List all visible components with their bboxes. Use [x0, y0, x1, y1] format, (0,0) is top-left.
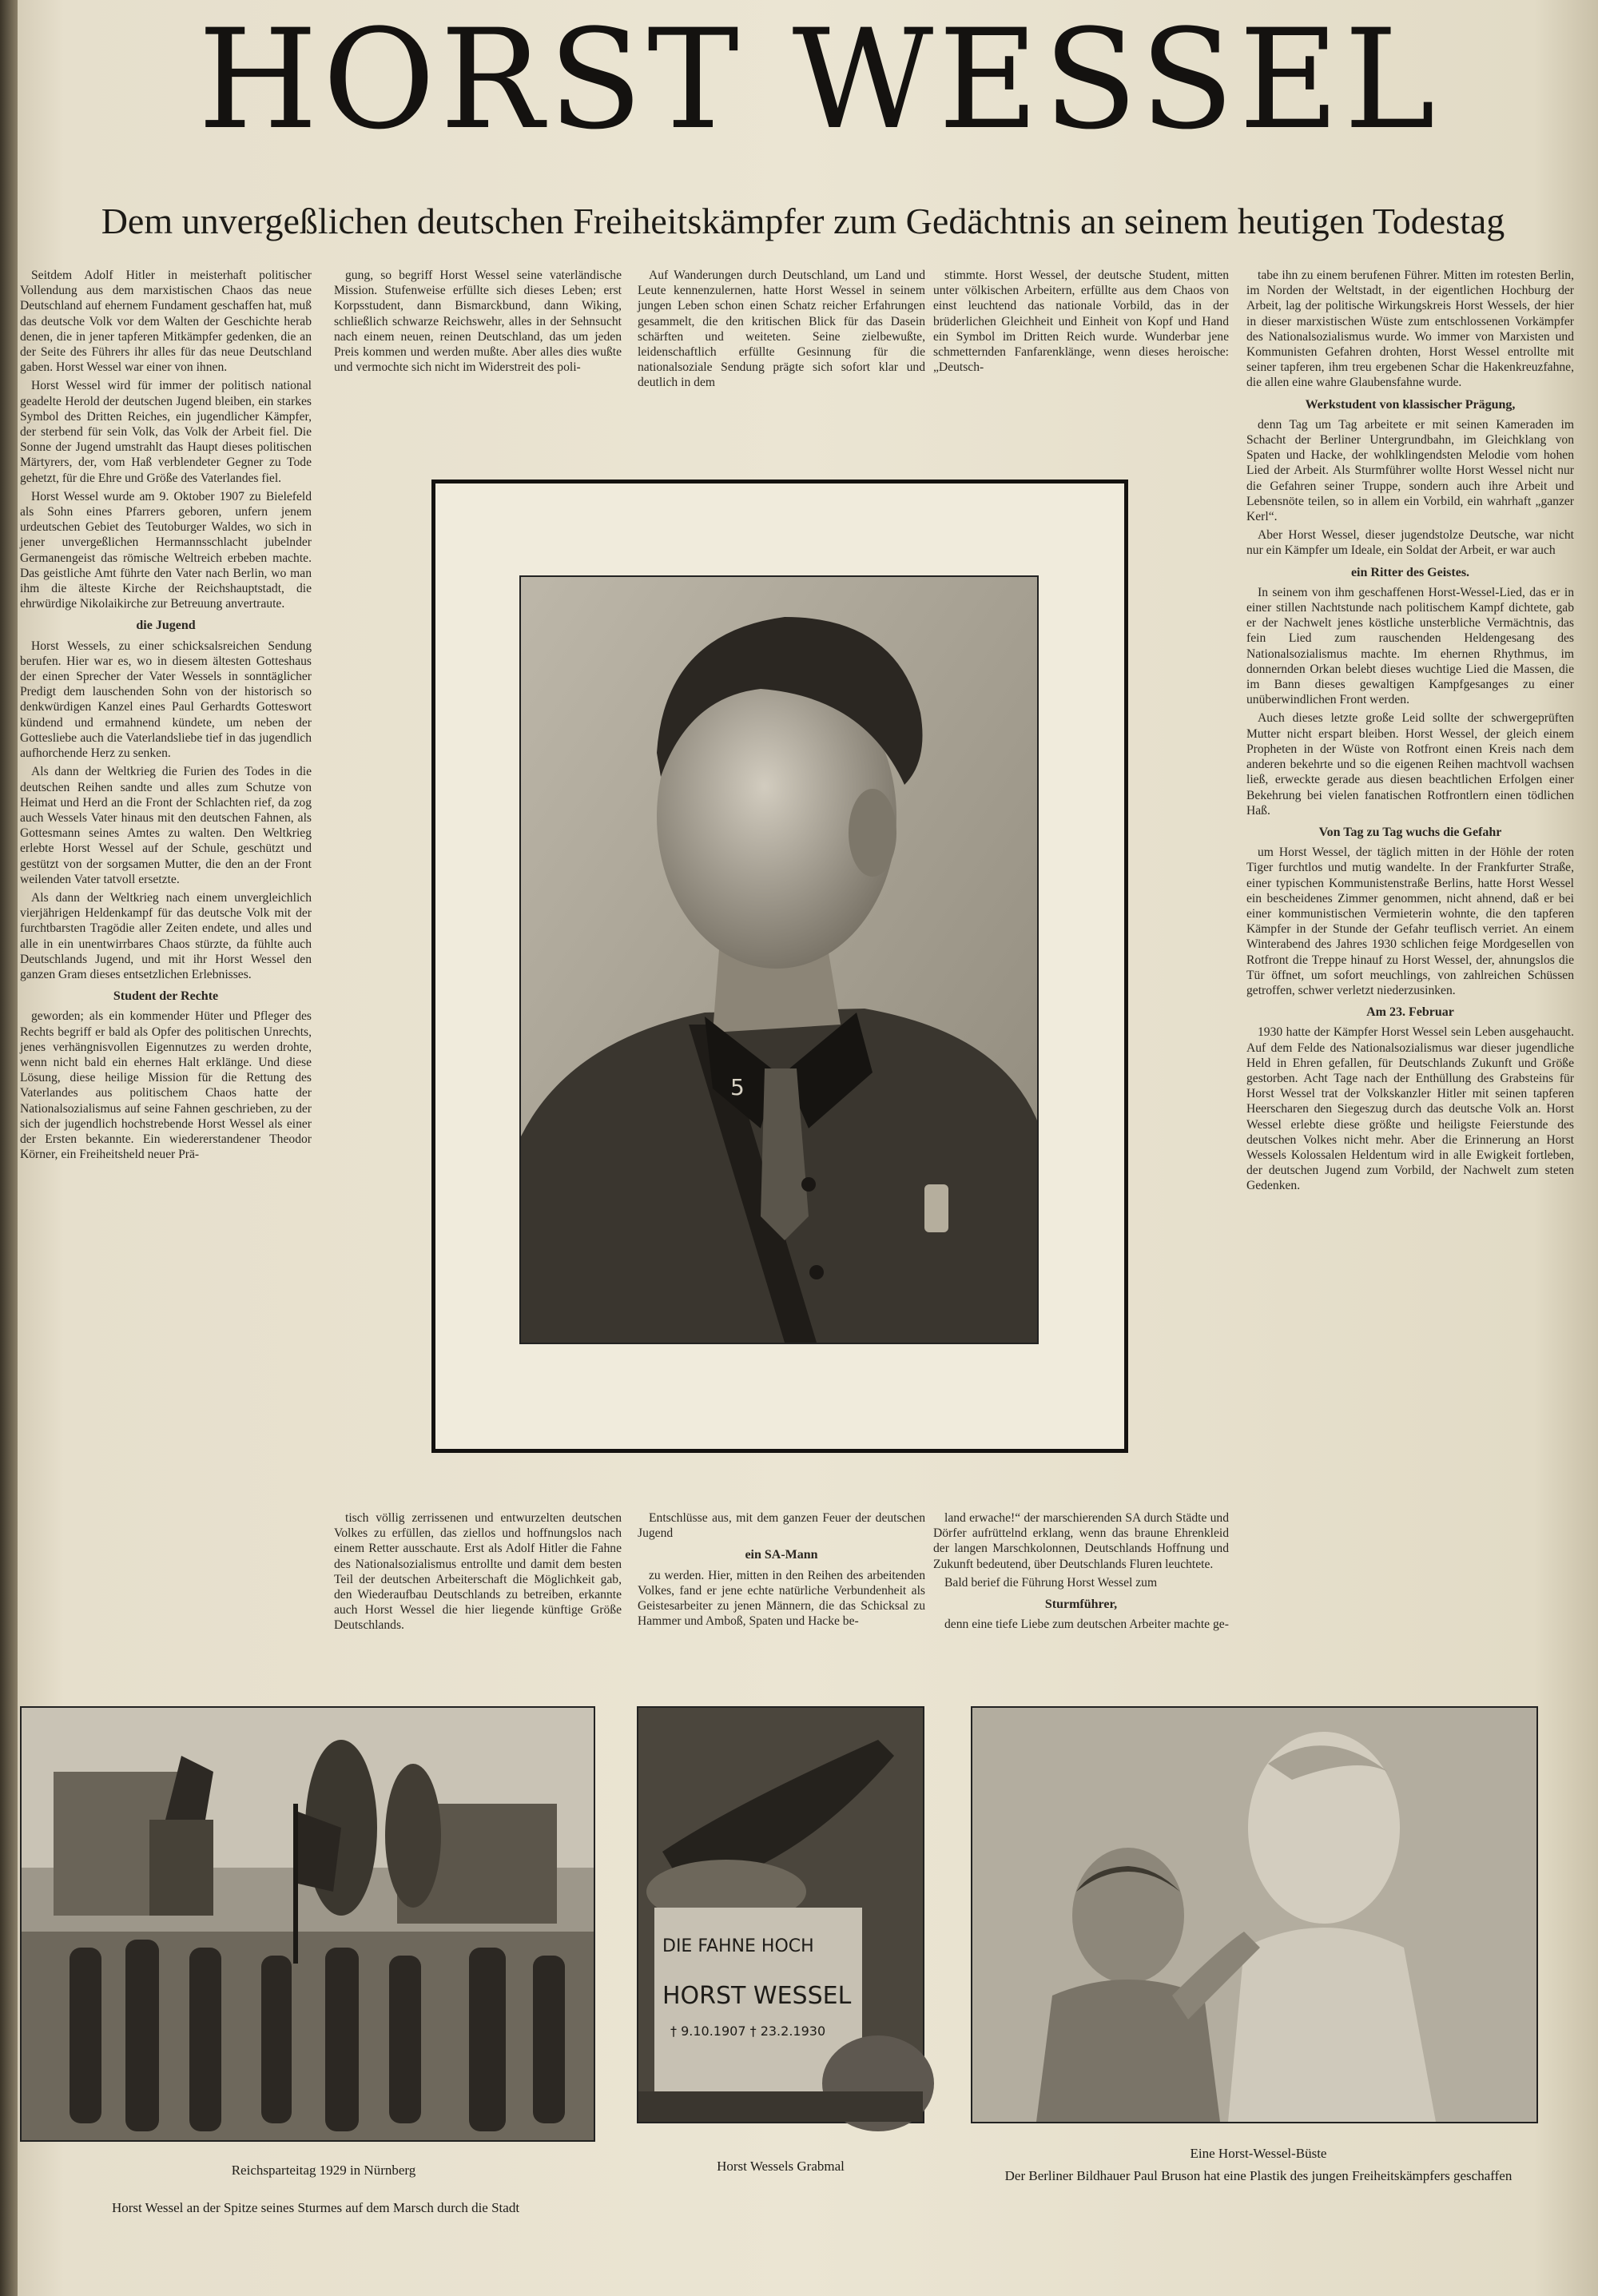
- caption-march-line-1: Reichsparteitag 1929 in Nürnberg: [231, 2163, 416, 2178]
- bust-image: [972, 1708, 1536, 2122]
- masthead-title: HORST WESSEL: [197, 0, 1441, 160]
- paragraph: gung, so begriff Horst Wessel seine vaterländische Mission. Stufenweise erfüllte sich dieses Leben; erst Korpsstudent, dann Bismarckbund, dann Wiking, schließlich schwarze Reichswehr, alles in der Sehnsucht nach einem neuen, reinen Deutschland, das um jeden Preis kommen und werden mußte. Aber alles dies wußte und vermochte sich nicht im Widerstreit des poli-: [334, 269, 622, 375]
- section-heading: Student der Rechte: [113, 989, 219, 1004]
- section-heading: Am 23. Februar: [1366, 1005, 1454, 1020]
- paragraph: Bald berief die Führung Horst Wessel zum: [944, 1575, 1158, 1590]
- section-heading: ein Ritter des Geistes.: [1350, 565, 1470, 579]
- portrait-photo: [519, 575, 1039, 1344]
- paragraph: Horst Wessels, zu einer schicksalsreichen Sendung berufen. Hier war es, wo in diesem ältesten Gotteshaus der einen Sprecher der Vater Wessels in sonntäglicher Predigt dem lauschenden Sohn von der historisch so denkwürdigen Kanzel eines Paul Gerhardts Gotteswort kündend und ermahnend kündete, um neben der Gottesliebe auch die Vaterlandsliebe tief in das jugendlich aufhorchende Herz zu senken.: [20, 639, 312, 761]
- grave-image: [638, 1708, 923, 2122]
- paragraph: geworden; als ein kommender Hüter und Pfleger des Rechts begriff er bald als Opfer des politischen Unrechts, jenes verhängnisvollen Eigennutzes zu werden drohte, wenn nicht bald ein ehernes Halt erklänge. Und diese Lösung, diese heilige Mission für die Rettung des Vaterlandes aus politischem Chaos hatte der Nationalsozialismus auf seine Fahnen geschrieben, zu der sich der jugendlich hochstrebende Horst Wessel als einer der Ersten bekannte. Ein wiedererstandener Theodor Körner, ein Freiheitsheld neuer Prä-: [20, 1009, 312, 1162]
- plaque-line-2: HORST WESSEL: [662, 1982, 852, 2010]
- paragraph: denn eine tiefe Liebe zum deutschen Arbeiter machte ge-: [944, 1618, 1229, 1632]
- paragraph: Horst Wessel wird für immer der politisch national geadelte Herold der deutschen Jugend bleiben, ein starkes Symbol des Dritten Reiches, ein jugendlicher Kämpfer, der sterbend für sein Volk, das Volk der Arbeit fiel. Die Sonne der Jugend umstrahlt das Haupt dieses politischen Märtyrers, der, vom Haß verblendeter Gegner zu Tode gehetzt, für die Ehre und Größe des Vaterlandes fiel.: [20, 379, 312, 485]
- caption-bust-line-1: Eine Horst-Wessel-Büste: [1190, 2146, 1327, 2161]
- paragraph: 1930 hatte der Kämpfer Horst Wessel sein Leben ausgehaucht. Auf dem Felde des Nationalsozialismus war dieser jugendliche Held in Ehren gefallen, für Deutschlands Zukunft und Größe gestorben. Acht Tage nach der Enthüllung des Grabsteins für Horst Wessel trat der Volkskanzler Hitler mit seinen tapferen Heerscharen den Siegeszug durch das deutsche Volk an. Horst Wessel erlebte diese größte und heiligste Feierstunde des deutschen Volkes nicht mehr. Aber die Erinnerung an Horst Wessels Kolossalen Heldentum wird in alle Ewigkeit fortleben, der deutschen Jugend zum Vorbild, der Nachwelt zum steten Gedenken.: [1246, 1025, 1574, 1193]
- caption-march-line-2: Horst Wessel an der Spitze seines Sturmes auf dem Marsch durch die Stadt: [111, 2200, 520, 2215]
- caption-bust-line-2: Der Berliner Bildhauer Paul Bruson hat eine Plastik des jungen Freiheitskämpfers geschaffen: [1004, 2168, 1513, 2183]
- article-column-4-bottom: [933, 1510, 1229, 1678]
- paragraph: Als dann der Weltkrieg die Furien des Todes in die deutschen Reihen sandte und alles zum Schutze von Heimat und Herd an die Front der Schlachten rief, da zog auch Wessels Vater hinaus mit den deutschen Fahnen, als Gottesmann seines Amtes zu walten. Den Weltkrieg erlebte Horst Wessel auf der Schule, geschützt und gestützt von der sorgsamen Mutter, die den an der Front weilenden Vater tatvoll ersetzte.: [20, 765, 312, 886]
- article-column-3: [638, 268, 925, 390]
- plaque-line-1: DIE FAHNE HOCH: [662, 1936, 814, 1956]
- article-column-5: [1246, 268, 1574, 1682]
- paragraph: Horst Wessel wurde am 9. Oktober 1907 zu Bielefeld als Sohn eines Pfarrers geboren, unfern jenem urdeutschen Gebiet des Teutoburger Waldes, wo sich in jener unvergeßlichen Hermannsschlacht jubelnder Germanengeist das römische Weltreich erbeben machte. Das geistliche Amt führte den Vater nach Berlin, wo man ihm die älteste Kirche der Reichshauptstadt, die ehrwürdige Nikolaikirche zur Betreuung anvertraute.: [20, 489, 312, 611]
- paragraph: Auf Wanderungen durch Deutschland, um Land und Leute kennenzulernen, hatte Horst Wessel in seinem jungen Leben schon einen Schatz reicher Erfahrungen gesammelt, die den kritischen Blick für das Dasein schärften und weiteten. Seine zielbewußte, leidenschaftlich erfüllte Gesinnung für die nationalsoziale Sendung prägte sich sofort klar und deutlich in dem: [638, 269, 925, 390]
- article-column-4: [933, 268, 1229, 375]
- paragraph: tabe ihn zu einem berufenen Führer. Mitten im rotesten Berlin, im Norden der Weltstadt, in der eigentlichen Hochburg der Arbeit, lag der politische Wirkungskreis Horst Wessels, der hier in dieser marxistischen Wüste zum entschlossenen Vorkämpfer des Nationalsozialismus wurde. Wo immer von Marxisten und Kommunisten Gefahren drohten, Horst Wessel entrollte mit seiner tapferen, ihm treu ergebenen Schar die Hakenkreuzfahne, die allen eine wahre Glaubensfahne wurde.: [1246, 269, 1574, 390]
- portrait-image: [521, 577, 1037, 1343]
- paragraph: Entschlüsse aus, mit dem ganzen Feuer der deutschen Jugend: [638, 1511, 925, 1541]
- paragraph: Aber Horst Wessel, dieser jugendstolze Deutsche, war nicht nur ein Kämpfer um Ideale, ein Soldat der Arbeit, er war auch: [1246, 528, 1574, 558]
- paragraph: zu werden. Hier, mitten in den Reihen des arbeitenden Volkes, fand er jene echte natürliche Verbundenheit als Geistesarbeiter zu jenen Männern, die das Schicksal zu Hammer und Amboß, Spaten und Hacke be-: [638, 1568, 925, 1629]
- paragraph: Seitdem Adolf Hitler in meisterhaft politischer Vollendung aus dem marxistischen Chaos das neue Deutschland auf ehernem Fundament geschaffen hat, muß das deutsche Volk vor dem Walten der Geschichte herab denen, die in jener tapferen Mitkämpfer gedenken, die an der Seite des Führers ihr alles für das neue Deutschland gaben. Horst Wessel war einer von ihnen.: [20, 269, 312, 375]
- section-heading: Sturmführer,: [1044, 1598, 1118, 1612]
- paragraph: Als dann der Weltkrieg nach einem unvergleichlich vierjährigen Heldenkampf für das deutsche Volk mit der furchtbarsten Tragödie aller Zeiten endete, und alles und alle in ein unentwirrbares Chaos stürzte, da fühlte auch Deutschlands Jugend, und mit ihr Horst Wessel den ganzen Gram dieses entsetzlichen Erlebnisses.: [20, 890, 312, 981]
- photo-march-nuremberg: [20, 1706, 595, 2142]
- collar-number: 5: [730, 1074, 745, 1100]
- section-heading: Von Tag zu Tag wuchs die Gefahr: [1318, 825, 1502, 839]
- article-column-2-bottom: [334, 1510, 622, 1678]
- article-column-3-bottom: [638, 1510, 925, 1678]
- article-column-1: [20, 268, 312, 1614]
- paragraph: In seinem von ihm geschaffenen Horst-Wessel-Lied, das er in einer stillen Nachtstunde nach politischem Kampf dichtete, gab er der Nachwelt jenes köstliche unsterbliche Vermächtnis, das fein Lied zum rauschenden Heldengesang des Nationalsozialismus machte. Im ehernen Rhythmus, im donnernden Orkan belebt dieses wuchtige Lied die Massen, die im Bann dieses gewaltigen Kampfgesanges zu einer unüberwindlichen Front werden.: [1246, 585, 1574, 707]
- paragraph: Auch dieses letzte große Leid sollte der schwergeprüften Mutter nicht erspart bleiben. Horst Wessel, der gleich einem Propheten in der Wüste von Rotfront einen Kreis nach dem anderen bekehrte und so die eigenen Reihen machtvoll wachsen ließ, erweckte gerade aus diesen beachtlichen Erfolgen einer Bekehrung bei vielen fanatischen Rotfrontlern einen tödlichen Haß.: [1246, 711, 1574, 818]
- plaque-line-3: † 9.10.1907 † 23.2.1930: [670, 2023, 826, 2039]
- paragraph: stimmte. Horst Wessel, der deutsche Student, mitten unter völkischen Arbeitern, erfüllte aus dem Chaos von einst leuchtend das nationale Vorbild, das in der brüderlichen Gleichheit und Einheit von Kopf und Hand ein Symbol im Dritten Reich wurde. Wunderbar jene schmetternden Fanfarenklänge, wenn dieses heroische: „Deutsch-: [933, 269, 1229, 375]
- section-heading: Werkstudent von klassischer Prägung,: [1305, 397, 1516, 412]
- paragraph: tisch völlig zerrissenen und entwurzelten deutschen Volkes zu erfüllen, das ziellos und hoffnungslos nach einem Retter ausschaute. Erst als Adolf Hitler die Fahne des Nationalsozialismus entrollte und damit dem besten Teil der deutschen Arbeiterschaft die Möglichkeit gab, den Wiederaufbau Deutschlands zu betreiben, erkannte auch Horst Wessel die hier liegende künftige Größe Deutschlands.: [334, 1511, 622, 1633]
- caption-grave: Horst Wessels Grabmal: [717, 2159, 845, 2174]
- paragraph: denn Tag um Tag arbeitete er mit seinen Kameraden im Schacht der Berliner Untergrundbahn, im Gleichklang von Spaten und Hacke, der wohlklingendsten Melodie vom hohen Lied der Arbeit. Als Sturmführer wollte Horst Wessel nicht nur die Gefahren seiner Truppe, sondern auch ihre Arbeit und Lebensnöte teilen, so in allem ein Vorbild, ein wahrhaft „ganzer Kerl“.: [1246, 417, 1574, 524]
- paragraph: land erwache!“ der marschierenden SA durch Städte und Dörfer aufrüttelnd erklang, wenn das braune Ehrenkleid der langen Marschkolonnen, Deutschlands Hoffnung und Zukunft bedeutend, über Deutschlands Fluren leuchtete.: [933, 1511, 1229, 1571]
- photo-grave-monument: [637, 1706, 924, 2123]
- page-binding-edge: [0, 0, 18, 2296]
- article-column-2: [334, 268, 622, 375]
- paragraph: um Horst Wessel, der täglich mitten in der Höhle der roten Tiger furchtlos und mutig wandelte. In der Frankfurter Straße, einer typischen Kommunistenstraße Berlins, hatte Horst Wessel ein bescheidenes Zimmer genommen, nicht ahnend, daß er bei einer kommunistischen Vermieterin wohnte, die den tapferen Kämpfer in der Stunde der Gefahr teuflisch verriet. An einem Winterabend des Jahres 1930 schlichen feige Mordgesellen von Rotfront die Treppe hinauf zu Horst Wessel, der, ahnungslos die Tür öffnet, um sofort meuchlings, von zahlreichen Schüssen getroffen, schwer verletzt niederzusinken.: [1246, 846, 1574, 997]
- march-image: [22, 1708, 594, 2140]
- masthead-subtitle: Dem unvergeßlichen deutschen Freiheitskämpfer zum Gedächtnis an seinem heutigen Todestag: [101, 201, 1505, 241]
- section-heading: die Jugend: [136, 619, 196, 633]
- section-heading: ein SA-Mann: [745, 1548, 818, 1562]
- photo-bust-sculptor: [971, 1706, 1538, 2123]
